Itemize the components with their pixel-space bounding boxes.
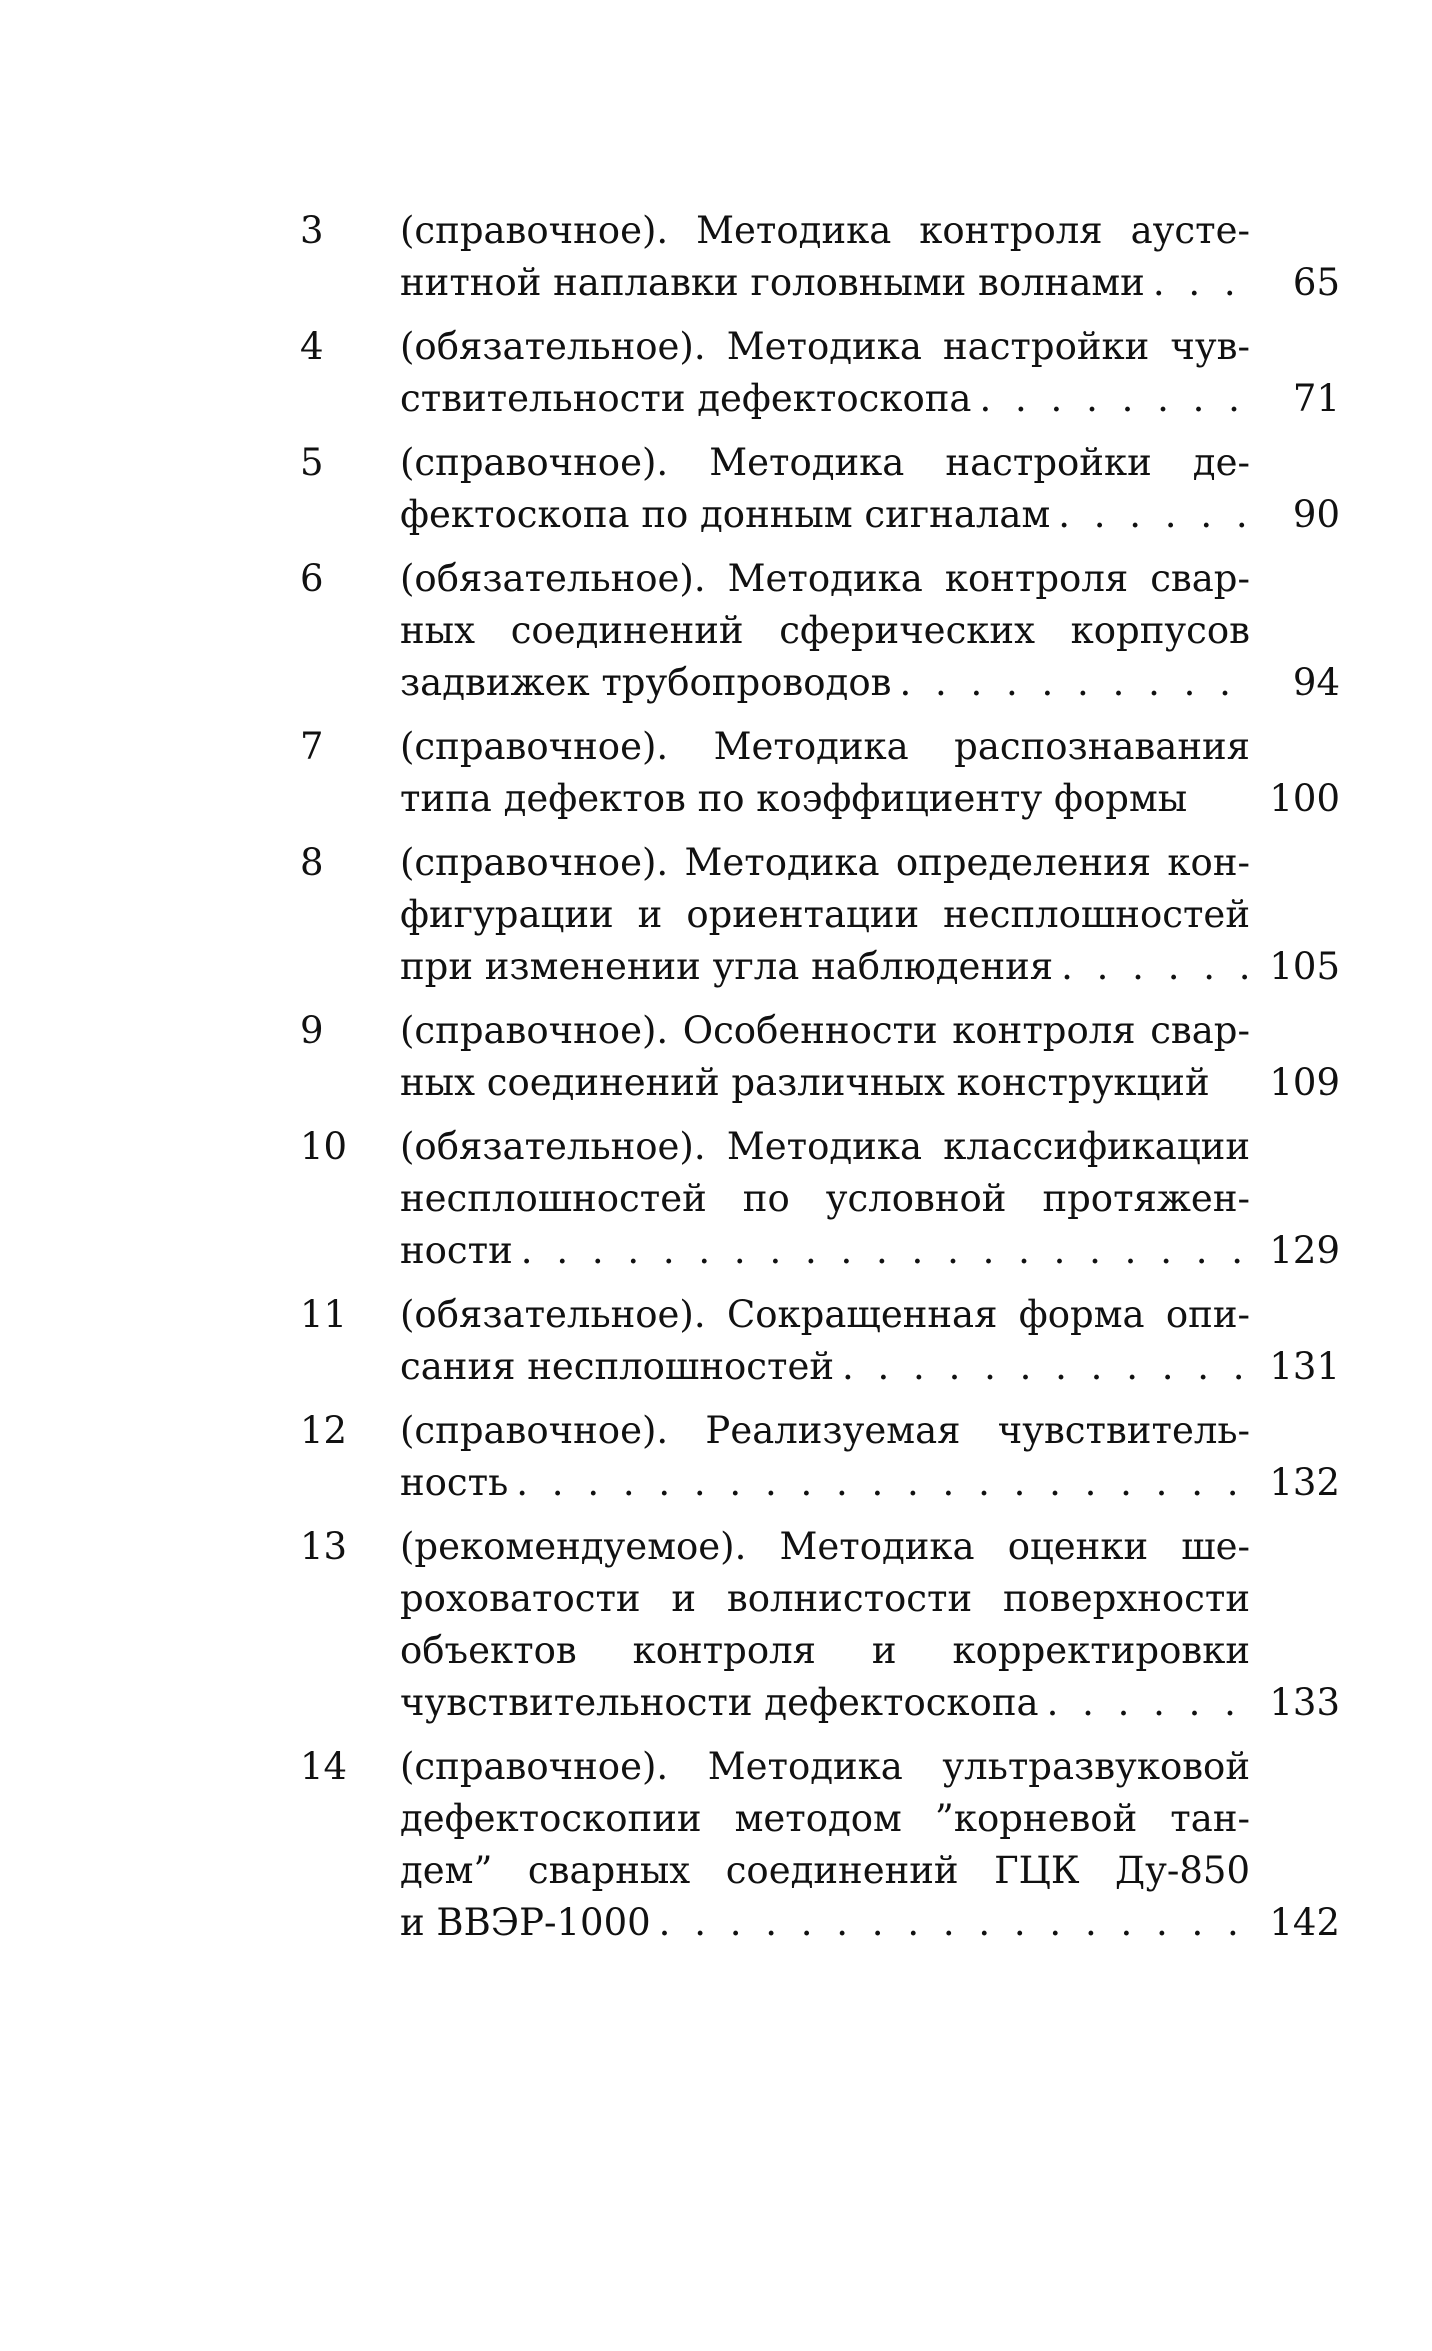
entry-title-line: типа дефектов по коэффициенту формы bbox=[400, 777, 1188, 820]
dot-leader bbox=[513, 1225, 1250, 1277]
entry-title-line: ности . . . bbox=[400, 1225, 1250, 1277]
entry-title-line: (справочное). Методика контроля аусте- bbox=[400, 209, 1250, 252]
page-number: 132 bbox=[1269, 1461, 1340, 1504]
appendix-number: 11 bbox=[300, 1293, 348, 1336]
page-number: 131 bbox=[1269, 1345, 1340, 1388]
toc-entry bbox=[300, 1005, 1340, 1109]
entry-title-line: (обязательное). Методика классификации bbox=[400, 1125, 1250, 1168]
entry-title-line: и ВВЭР-1000 . . . bbox=[400, 1897, 1250, 1949]
page-number: 109 bbox=[1269, 1061, 1340, 1104]
appendix-number: 12 bbox=[300, 1409, 348, 1452]
toc-entry bbox=[300, 1289, 1340, 1393]
entry-title-line: дефектоскопии методом ”корневой тан- bbox=[400, 1797, 1250, 1840]
appendix-number: 10 bbox=[300, 1125, 348, 1168]
entry-title-line: чувствительности дефектоскопа . . . bbox=[400, 1677, 1250, 1729]
dot-leader bbox=[1053, 941, 1250, 993]
page-number: 142 bbox=[1269, 1901, 1340, 1944]
entry-title-line: нитной наплавки головными волнами . . . bbox=[400, 257, 1250, 309]
dot-leader bbox=[1145, 257, 1250, 309]
entry-title bbox=[400, 321, 1250, 425]
entry-title-line: (справочное). Особенности контроля свар- bbox=[400, 1009, 1250, 1052]
entry-title bbox=[400, 1005, 1250, 1109]
appendix-number: 6 bbox=[300, 557, 324, 600]
toc-entry bbox=[300, 1741, 1340, 1949]
entry-title-line: роховатости и волнистости поверхности bbox=[400, 1577, 1250, 1620]
entry-title bbox=[400, 1741, 1250, 1949]
toc-entry bbox=[300, 553, 1340, 709]
appendix-number: 7 bbox=[300, 725, 324, 768]
entry-title-line: объектов контроля и корректировки bbox=[400, 1629, 1250, 1672]
page-number: 94 bbox=[1292, 661, 1340, 704]
entry-title-line: (справочное). Методика ультразвуковой bbox=[400, 1745, 1250, 1788]
appendix-number: 3 bbox=[300, 209, 324, 252]
entry-title-line: сания несплошностей . . . bbox=[400, 1341, 1250, 1393]
entry-title-line: (обязательное). Методика настройки чув- bbox=[400, 325, 1250, 368]
entry-title-line: задвижек трубопроводов . . . bbox=[400, 657, 1250, 709]
entry-title bbox=[400, 205, 1250, 309]
page-number: 133 bbox=[1269, 1681, 1340, 1724]
appendix-number: 9 bbox=[300, 1009, 324, 1052]
entry-title bbox=[400, 1289, 1250, 1393]
dot-leader bbox=[1050, 489, 1250, 541]
entry-title-line: при изменении угла наблюдения . . . bbox=[400, 941, 1250, 993]
toc-entry bbox=[300, 1405, 1340, 1509]
entry-title-line: (справочное). Методика распознавания bbox=[400, 725, 1250, 768]
entry-title-line: (рекомендуемое). Методика оценки ше- bbox=[400, 1525, 1250, 1568]
entry-title bbox=[400, 837, 1250, 993]
appendix-number: 13 bbox=[300, 1525, 348, 1568]
toc-entry bbox=[300, 721, 1340, 825]
page-number: 65 bbox=[1292, 261, 1340, 304]
toc-entry bbox=[300, 837, 1340, 993]
entry-title-line: (справочное). Реализуемая чувствитель- bbox=[400, 1409, 1250, 1452]
page-number: 105 bbox=[1269, 945, 1340, 988]
page-number: 90 bbox=[1292, 493, 1340, 536]
entry-title bbox=[400, 553, 1250, 709]
entry-title-line: ных соединений сферических корпусов bbox=[400, 609, 1250, 652]
entry-title-line: ность . . . bbox=[400, 1457, 1250, 1509]
entry-title-line: (справочное). Методика настройки де- bbox=[400, 441, 1250, 484]
entry-title-line: дем” сварных соединений ГЦК Ду-850 bbox=[400, 1849, 1250, 1892]
page-number: 71 bbox=[1292, 377, 1340, 420]
appendix-number: 4 bbox=[300, 325, 324, 368]
dot-leader bbox=[834, 1341, 1250, 1393]
appendix-number: 8 bbox=[300, 841, 324, 884]
entry-title-line: фигурации и ориентации несплошностей bbox=[400, 893, 1250, 936]
page-number: 129 bbox=[1269, 1229, 1340, 1272]
entry-title-line: ных соединений различных конструкций bbox=[400, 1061, 1210, 1104]
entry-title-line: фектоскопа по донным сигналам . . . bbox=[400, 489, 1250, 541]
appendix-number: 14 bbox=[300, 1745, 348, 1788]
entry-title bbox=[400, 1521, 1250, 1729]
entry-title bbox=[400, 1405, 1250, 1509]
entry-title-line: (справочное). Методика определения кон- bbox=[400, 841, 1250, 884]
entry-title-line: ствительности дефектоскопа . . . bbox=[400, 373, 1250, 425]
entry-title-line: (обязательное). Сокращенная форма опи- bbox=[400, 1293, 1250, 1336]
dot-leader bbox=[508, 1457, 1250, 1509]
entry-title-line: (обязательное). Методика контроля свар- bbox=[400, 557, 1250, 600]
toc-entry bbox=[300, 1521, 1340, 1729]
dot-leader bbox=[972, 373, 1251, 425]
appendix-number: 5 bbox=[300, 441, 324, 484]
entry-title bbox=[400, 1121, 1250, 1277]
toc-entry bbox=[300, 321, 1340, 425]
entry-title bbox=[400, 721, 1250, 825]
dot-leader bbox=[1039, 1677, 1250, 1729]
toc-entry bbox=[300, 1121, 1340, 1277]
toc-entry bbox=[300, 437, 1340, 541]
page-number: 100 bbox=[1269, 777, 1340, 820]
dot-leader bbox=[891, 657, 1250, 709]
dot-leader bbox=[651, 1897, 1250, 1949]
table-of-contents bbox=[300, 205, 1340, 1961]
toc-entry bbox=[300, 205, 1340, 309]
entry-title-line: несплошностей по условной протяжен- bbox=[400, 1177, 1250, 1220]
entry-title bbox=[400, 437, 1250, 541]
